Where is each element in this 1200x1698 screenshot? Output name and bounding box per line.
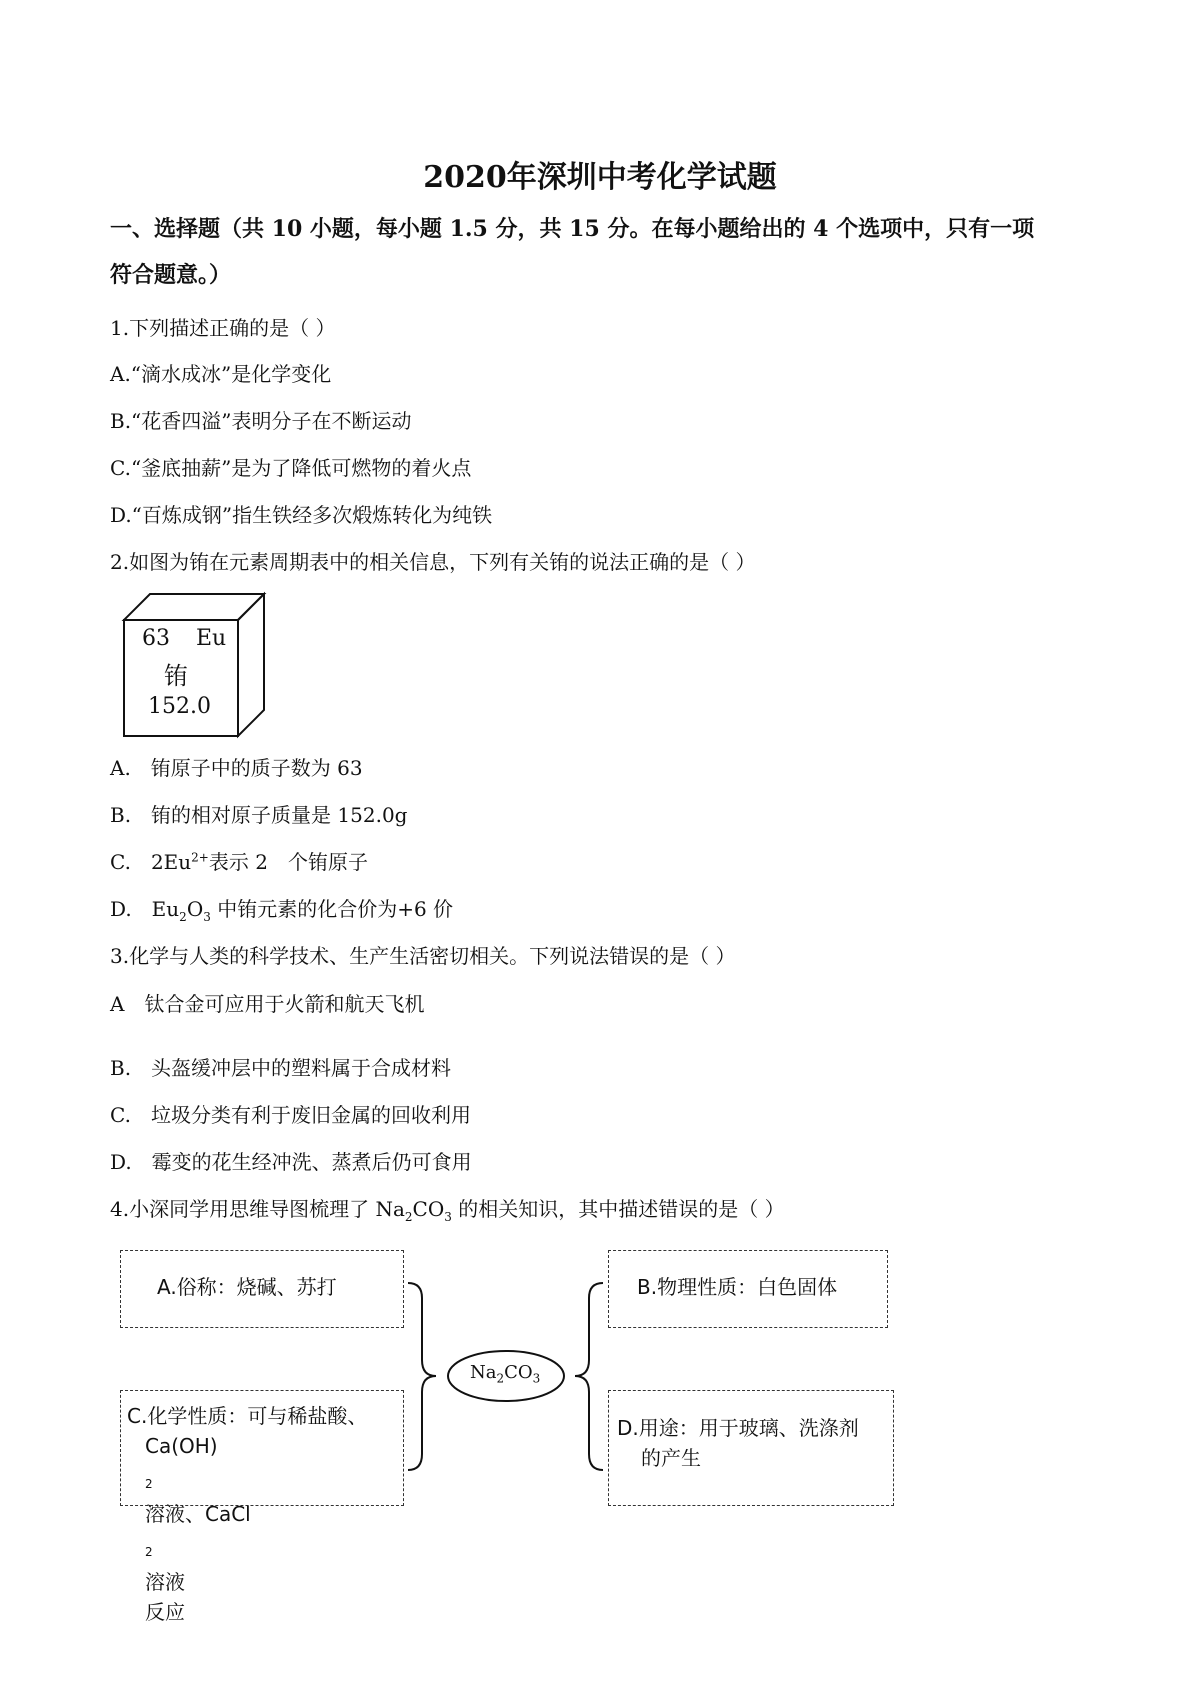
- mind-map-box-b: B.物理性质：白色固体: [608, 1250, 888, 1328]
- mind-map-box-d: D.用途：用于玻璃、洗涤剂 的产生: [608, 1390, 894, 1506]
- question-2-option-c: C. $2Eu^{2+}$表示 2 个铕原子: [110, 850, 368, 874]
- mind-map-box-c: C.化学性质：可与稀盐酸、 Ca(OH) $_2$ 溶液、CaCl $_2$ 溶液 反应: [120, 1390, 404, 1506]
- question-2-option-b: B. 铕的相对原子质量是 152.0g: [110, 803, 408, 827]
- question-3-option-c: C. 垃圾分类有利于废旧金属的回收利用: [110, 1103, 471, 1127]
- question-2-stem: 2.如图为铕在元素周期表中的相关信息，下列有关铕的说法正确的是（ ）: [110, 550, 756, 574]
- question-1-stem: 1.下列描述正确的是（ ）: [110, 316, 336, 340]
- question-3-option-b: B. 头盔缓冲层中的塑料属于合成材料: [110, 1056, 452, 1080]
- atomic-number: 63: [142, 626, 170, 651]
- question-4-stem: 4.小深同学用思维导图梳理了 $Na_2CO_3$ 的相关知识，其中描述错误的是（ ）: [110, 1197, 785, 1224]
- page-title: 2020年深圳中考化学试题: [423, 160, 777, 195]
- mind-map-center: $Na_2CO_3$: [470, 1362, 541, 1386]
- question-1-option-d: D.“百炼成钢”指生铁经多次煅炼转化为纯铁: [110, 503, 493, 527]
- element-symbol: Eu: [196, 626, 227, 651]
- question-2-option-a: A. 铕原子中的质子数为 63: [110, 756, 363, 780]
- section-heading-line1: 一、选择题（共 10 小题，每小题 1.5 分，共 15 分。在每小题给出的 4 个选项中，只有一项: [110, 216, 1035, 242]
- question-1-option-b: B.“花香四溢”表明分子在不断运动: [110, 409, 412, 433]
- section-heading-line2: 符合题意。）: [110, 262, 232, 288]
- question-3-option-a: A 钛合金可应用于火箭和航天飞机: [110, 992, 425, 1016]
- question-2-option-d: D. $Eu_2O_3$ 中铕元素的化合价为+6 价: [110, 897, 454, 924]
- question-3-stem: 3.化学与人类的科学技术、生产生活密切相关。下列说法错误的是（ ）: [110, 944, 736, 968]
- mind-map-box-a: A.俗称：烧碱、苏打: [120, 1250, 404, 1328]
- atomic-mass: 152.0: [148, 694, 211, 719]
- question-1-option-a: A.“滴水成冰”是化学变化: [110, 362, 332, 386]
- question-3-option-d: D. 霉变的花生经冲洗、蒸煮后仍可食用: [110, 1150, 472, 1174]
- element-name: 铕: [164, 662, 188, 690]
- question-1-option-c: C.“釜底抽薪”是为了降低可燃物的着火点: [110, 456, 472, 480]
